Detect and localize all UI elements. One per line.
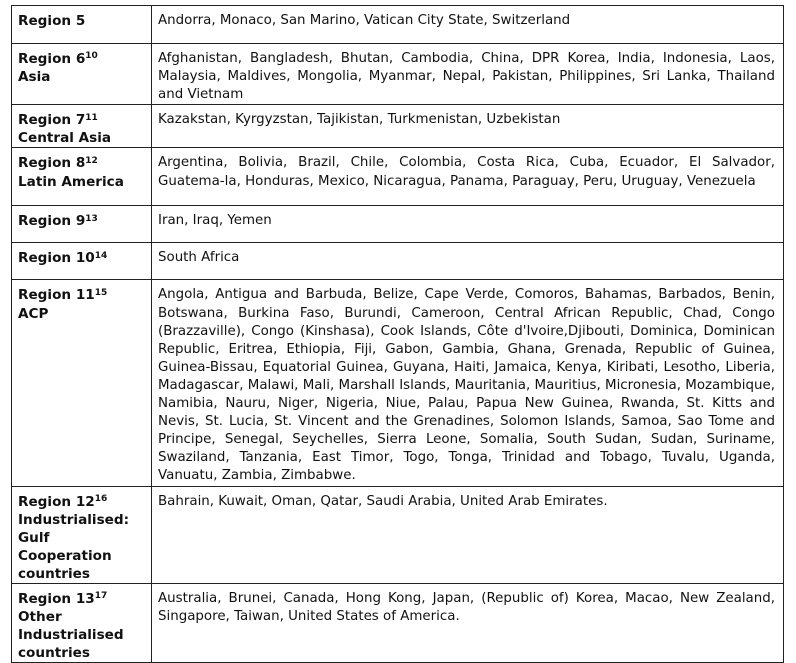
region-cell bbox=[12, 105, 152, 148]
footnote-ref[interactable]: 10 bbox=[85, 51, 98, 62]
region-cell bbox=[12, 148, 152, 206]
region-label: Region 8 bbox=[18, 155, 86, 172]
region-cell bbox=[12, 280, 152, 486]
countries-cell: Australia, Brunei, Canada, Hong Kong, Japan, (Republic of) Korea, Macao, New Zealand, Singapore, Taiwan, United States of America. bbox=[152, 583, 784, 662]
footnote-ref[interactable]: 15 bbox=[94, 287, 108, 298]
region-subtitle: Industrialised: Gulf Cooperation countries bbox=[18, 511, 130, 582]
table-row bbox=[12, 243, 784, 280]
footnote-ref[interactable]: 13 bbox=[85, 213, 98, 224]
region-subtitle: Other Industrialised countries bbox=[18, 609, 124, 662]
countries-cell: Kazakstan, Kyrgyzstan, Tajikistan, Turkmenistan, Uzbekistan bbox=[152, 105, 784, 148]
table-row bbox=[12, 486, 784, 583]
region-subtitle: Central Asia bbox=[18, 130, 112, 147]
region-label: Region 11 bbox=[18, 287, 95, 304]
region-cell bbox=[12, 44, 152, 105]
table-row bbox=[12, 105, 784, 148]
region-subtitle: Latin America bbox=[18, 173, 124, 190]
footnote-ref[interactable]: 11 bbox=[85, 112, 98, 123]
table-row bbox=[12, 44, 784, 105]
region-cell bbox=[12, 206, 152, 243]
region-label: Region 12 bbox=[18, 493, 95, 510]
table-row bbox=[12, 206, 784, 243]
region-cell bbox=[12, 6, 152, 44]
countries-cell: Angola, Antigua and Barbuda, Belize, Cape Verde, Comoros, Bahamas, Barbados, Benin, Botswana, Burkina Faso, Burundi, Cameroon, Central African Republic, Chad, Congo (Brazzaville), Congo (Kinshasa), Cook Islands, Côte d'Ivoire,Djibouti, Dominica, Dominican Republic, Eritrea, Ethiopia, Fiji, Gabon, Gambia, Ghana, Grenada, Republic of Guinea, Guinea-Bissau, Equatorial Guinea, Guyana, Haiti, Jamaica, Kenya, Kiribati, Lesotho, Liberia, Madagascar, Malawi, Mali, Marshall Islands, Mauritania, Mauritius, Micronesia, Mozambique, Namibia, Nauru, Niger, Nigeria, Niue, Palau, Papua New Guinea, Rwanda, St. Kitts and Nevis, St. Lucia, St. Vincent and the Grenadines, Solomon Islands, Samoa, Sao Tome and Principe, Senegal, Seychelles, Sierra Leone, Somalia, South Sudan, Sudan, Suriname, Swaziland, Tanzania, East Timor, Togo, Tonga, Trinidad and Tobago, Tuvalu, Uganda, Vanuatu, Zambia, Zimbabwe. bbox=[152, 280, 784, 486]
region-label: Region 9 bbox=[18, 213, 86, 230]
regions-table-body bbox=[12, 6, 784, 663]
countries-cell: South Africa bbox=[152, 243, 784, 280]
table-row bbox=[12, 280, 784, 486]
region-label: Region 5 bbox=[18, 13, 86, 29]
region-cell bbox=[12, 486, 152, 583]
countries-cell: Argentina, Bolivia, Brazil, Chile, Colombia, Costa Rica, Cuba, Ecuador, El Salvador, Guatema-la, Honduras, Mexico, Nicaragua, Panama, Paraguay, Peru, Uruguay, Venezuela bbox=[152, 148, 784, 206]
region-cell bbox=[12, 583, 152, 662]
region-label: Region 10 bbox=[18, 250, 95, 267]
region-subtitle: ACP bbox=[18, 305, 49, 322]
region-subtitle: Asia bbox=[18, 69, 51, 86]
footnote-ref[interactable]: 16 bbox=[94, 493, 108, 504]
region-cell bbox=[12, 243, 152, 280]
footnote-ref[interactable]: 17 bbox=[94, 591, 108, 602]
footnote-ref[interactable]: 12 bbox=[85, 155, 98, 166]
regions-table bbox=[11, 5, 784, 663]
countries-cell: Iran, Iraq, Yemen bbox=[152, 206, 784, 243]
footnote-ref[interactable]: 14 bbox=[94, 250, 108, 261]
region-label: Region 13 bbox=[18, 590, 95, 607]
table-row bbox=[12, 148, 784, 206]
table-row bbox=[12, 583, 784, 662]
table-row bbox=[12, 6, 784, 44]
countries-cell: Bahrain, Kuwait, Oman, Qatar, Saudi Arabia, United Arab Emirates. bbox=[152, 486, 784, 583]
countries-cell: Afghanistan, Bangladesh, Bhutan, Cambodia, China, DPR Korea, India, Indonesia, Laos, Malaysia, Maldives, Mongolia, Myanmar, Nepal, Pakistan, Philippines, Sri Lanka, Thailand and Vietnam bbox=[152, 44, 784, 105]
region-label: Region 6 bbox=[18, 51, 86, 67]
region-label: Region 7 bbox=[18, 112, 86, 129]
countries-cell: Andorra, Monaco, San Marino, Vatican City State, Switzerland bbox=[152, 6, 784, 44]
